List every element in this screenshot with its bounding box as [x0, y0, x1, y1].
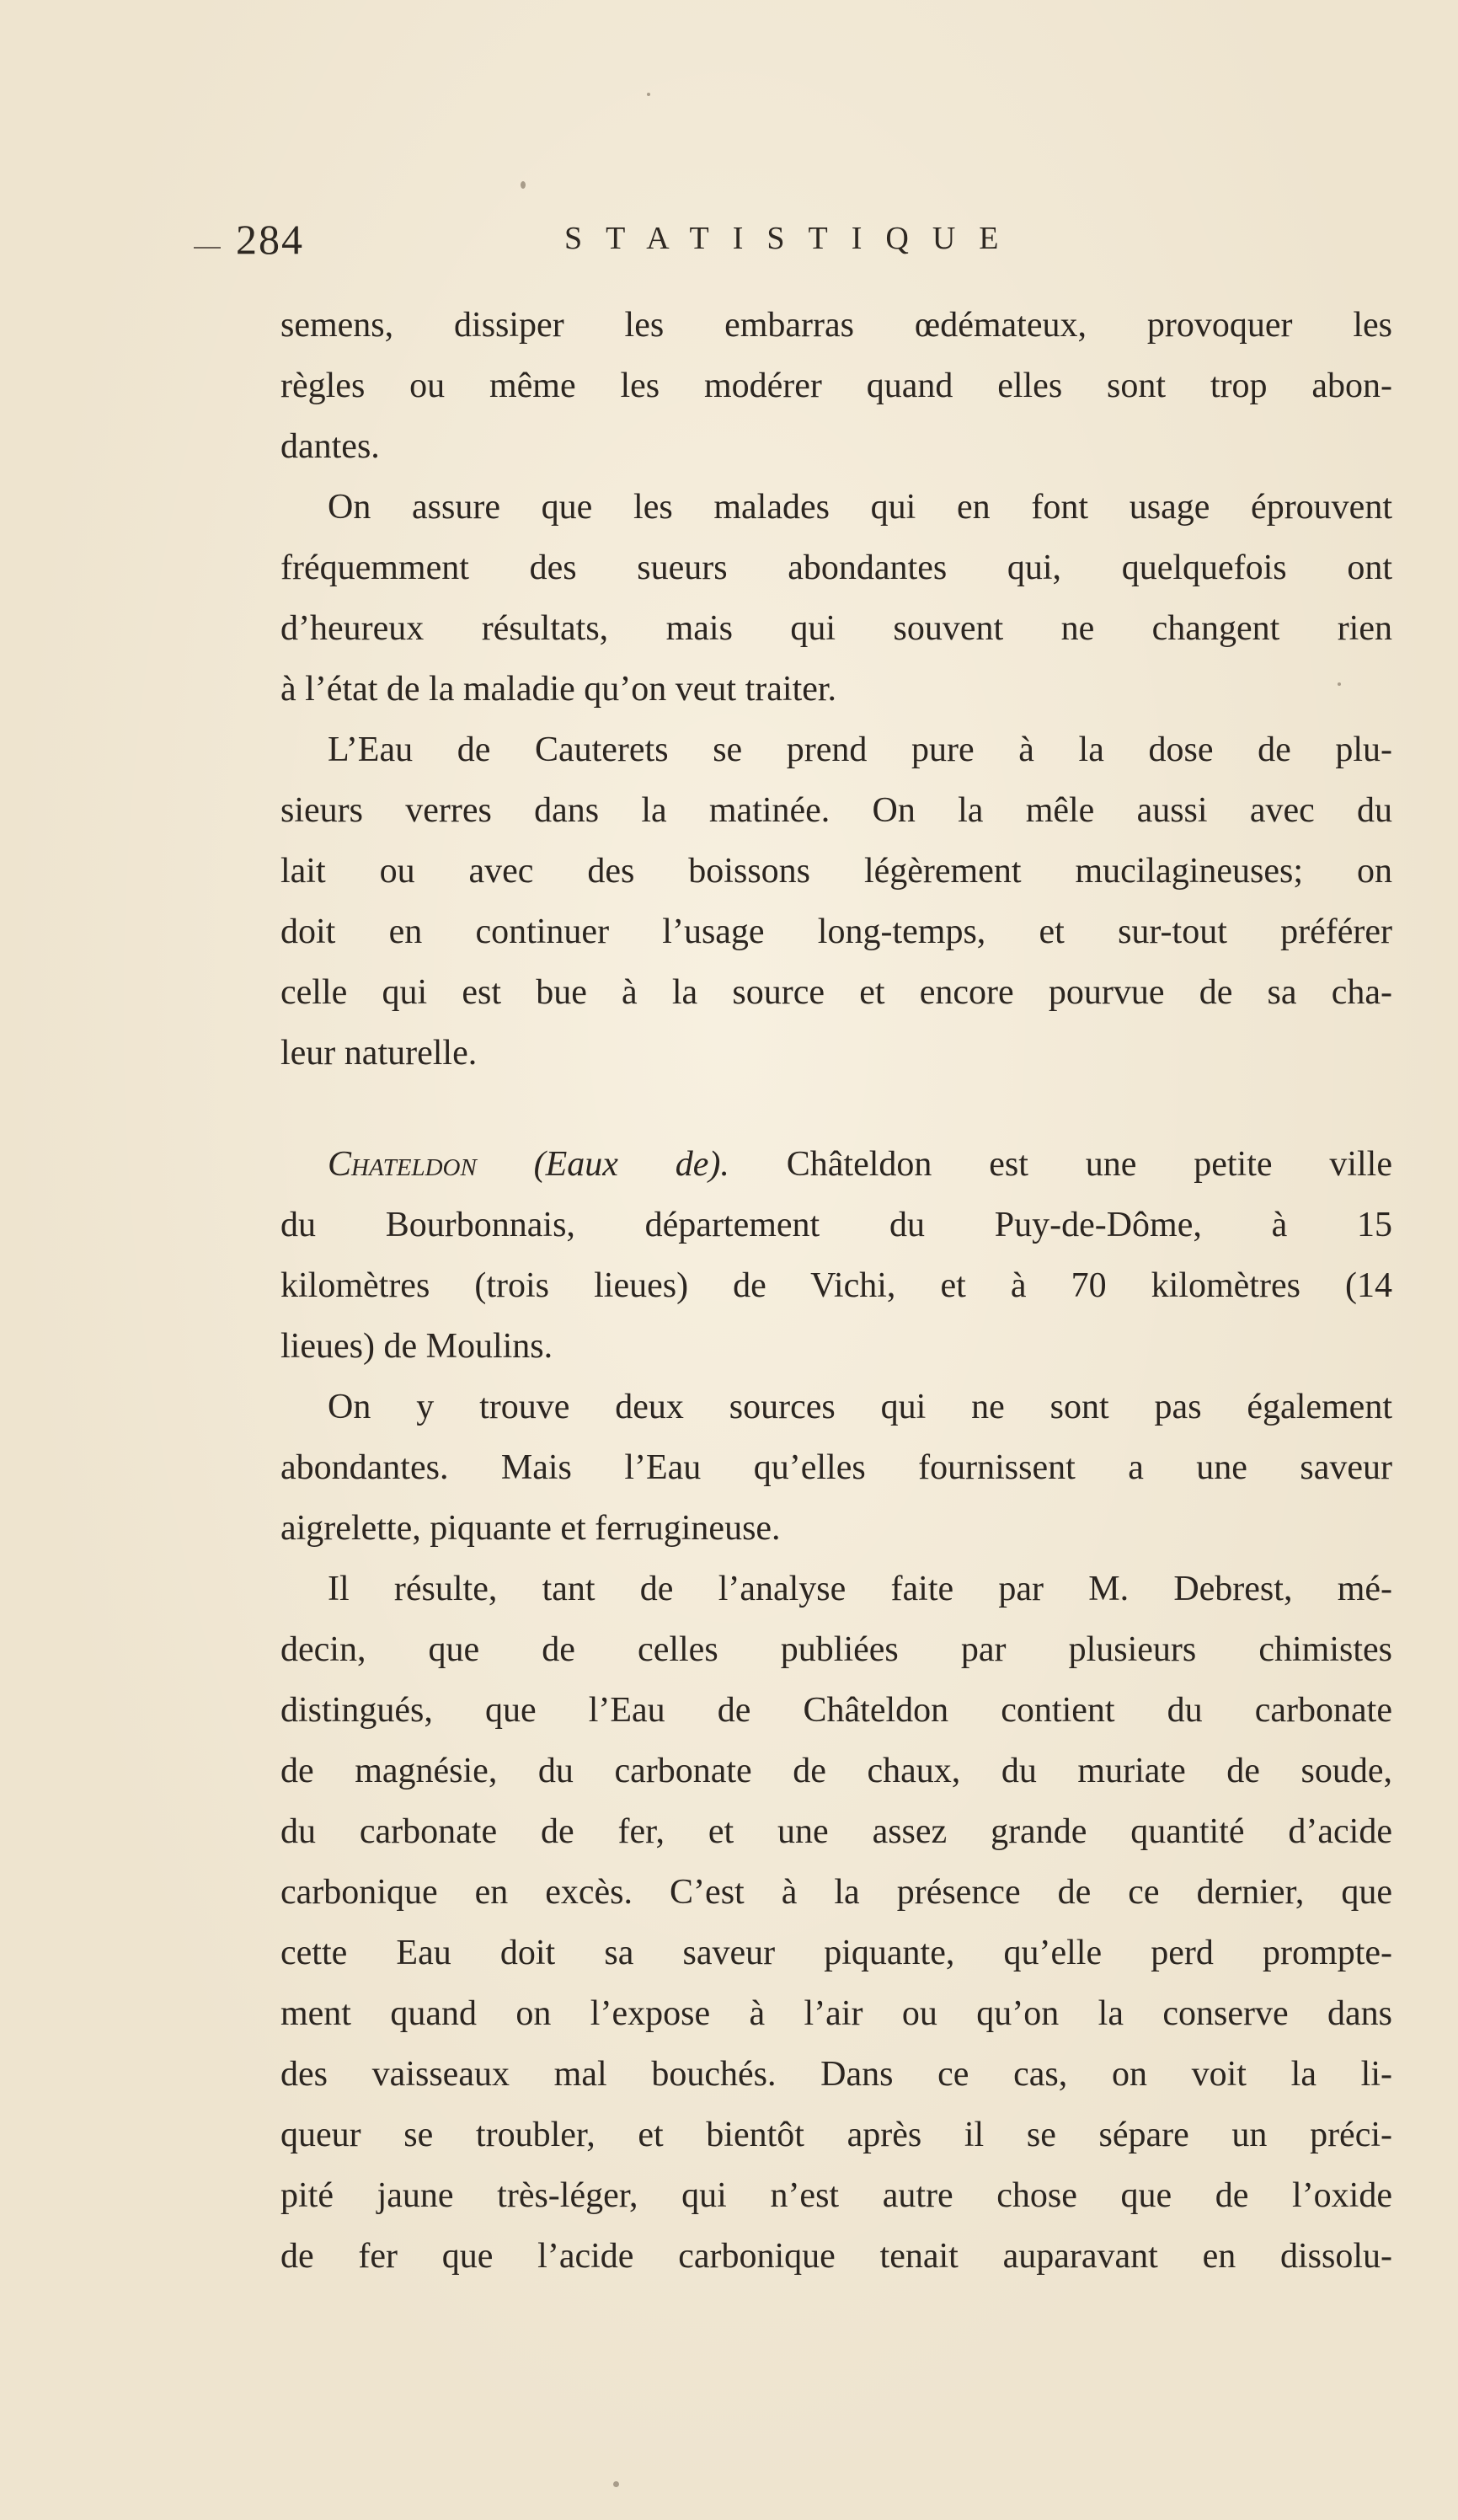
- paper-speck: [613, 2481, 619, 2487]
- text-line: distingués, que l’Eau de Châteldon contient du carbonate: [280, 1691, 1392, 1730]
- text-line: abondantes. Mais l’Eau qu’elles fournissent a une saveur: [280, 1448, 1392, 1487]
- text-line: lieues) de Moulins.: [280, 1327, 553, 1366]
- paragraph: [280, 1377, 1392, 1559]
- text-line: Châteldon est une petite ville: [786, 1145, 1392, 1184]
- margin-dash: [194, 247, 221, 249]
- text-line: On assure que les malades qui en font usage éprouvent: [328, 488, 1392, 527]
- paragraph: [280, 1134, 1392, 1377]
- text-line: règles ou même les modérer quand elles sont trop abon-: [280, 366, 1392, 405]
- page-number: 284: [236, 216, 304, 263]
- text-line: celle qui est bue à la source et encore pourvue de sa cha-: [280, 973, 1392, 1012]
- text-line: kilomètres (trois lieues) de Vichi, et à 70 kilomètres (14: [280, 1266, 1392, 1305]
- text-line: semens, dissiper les embarras œdémateux, provoquer les: [280, 306, 1392, 345]
- text-line: On y trouve deux sources qui ne sont pas également: [328, 1388, 1392, 1426]
- text-line: du Bourbonnais, département du Puy-de-Dôme, à 15: [280, 1206, 1392, 1244]
- text-line: sieurs verres dans la matinée. On la mêle aussi avec du: [280, 791, 1392, 830]
- text-line: de magnésie, du carbonate de chaux, du muriate de soude,: [280, 1752, 1392, 1790]
- paragraph: [280, 1559, 1392, 2287]
- text-line: decin, que de celles publiées par plusieurs chimistes: [280, 1630, 1392, 1669]
- text-line: des vaisseaux mal bouchés. Dans ce cas, on voit la li-: [280, 2055, 1392, 2094]
- text-line: à l’état de la maladie qu’on veut traiter.: [280, 670, 837, 709]
- text-line: fréquemment des sueurs abondantes qui, quelquefois ont: [280, 548, 1392, 587]
- text-line: queur se troubler, et bientôt après il se sépare un préci-: [280, 2116, 1392, 2154]
- page-header: [236, 215, 1415, 282]
- text-line: doit en continuer l’usage long-temps, et sur-tout préférer: [280, 912, 1392, 951]
- text-line: leur naturelle.: [280, 1034, 478, 1073]
- entry-heading: Chateldon: [328, 1145, 477, 1184]
- text-line: de fer que l’acide carbonique tenait auparavant en dissolu-: [280, 2237, 1392, 2276]
- text-line: d’heureux résultats, mais qui souvent ne changent rien: [280, 609, 1392, 648]
- paragraph: [280, 477, 1392, 720]
- body-text: [280, 295, 1392, 2287]
- section-gap: [280, 1083, 1392, 1134]
- entry-first-line: [280, 1134, 1392, 1195]
- paper-speck: [1338, 682, 1341, 686]
- text-line: ment quand on l’expose à l’air ou qu’on la conserve dans: [280, 1994, 1392, 2033]
- text-line: aigrelette, piquante et ferrugineuse.: [280, 1509, 781, 1548]
- text-line: carbonique en excès. C’est à la présence de ce dernier, que: [280, 1873, 1392, 1912]
- text-line: cette Eau doit sa saveur piquante, qu’elle perd prompte-: [280, 1934, 1392, 1972]
- paragraph: [280, 720, 1392, 1083]
- paper-speck: [521, 181, 526, 189]
- paper-speck: [647, 93, 650, 96]
- running-title: STATISTIQUE: [564, 221, 1023, 256]
- paragraph: [280, 295, 1392, 477]
- text-line: lait ou avec des boissons légèrement mucilagineuses; on: [280, 852, 1392, 891]
- text-line: L’Eau de Cauterets se prend pure à la dose de plu-: [328, 730, 1392, 769]
- text-line: Il résulte, tant de l’analyse faite par M. Debrest, mé-: [328, 1570, 1392, 1608]
- text-line: pité jaune très-léger, qui n’est autre chose que de l’oxide: [280, 2176, 1392, 2215]
- text-line: dantes.: [280, 427, 380, 466]
- text-line: du carbonate de fer, et une assez grande quantité d’acide: [280, 1812, 1392, 1851]
- entry-heading-paren: (Eaux de).: [533, 1145, 729, 1184]
